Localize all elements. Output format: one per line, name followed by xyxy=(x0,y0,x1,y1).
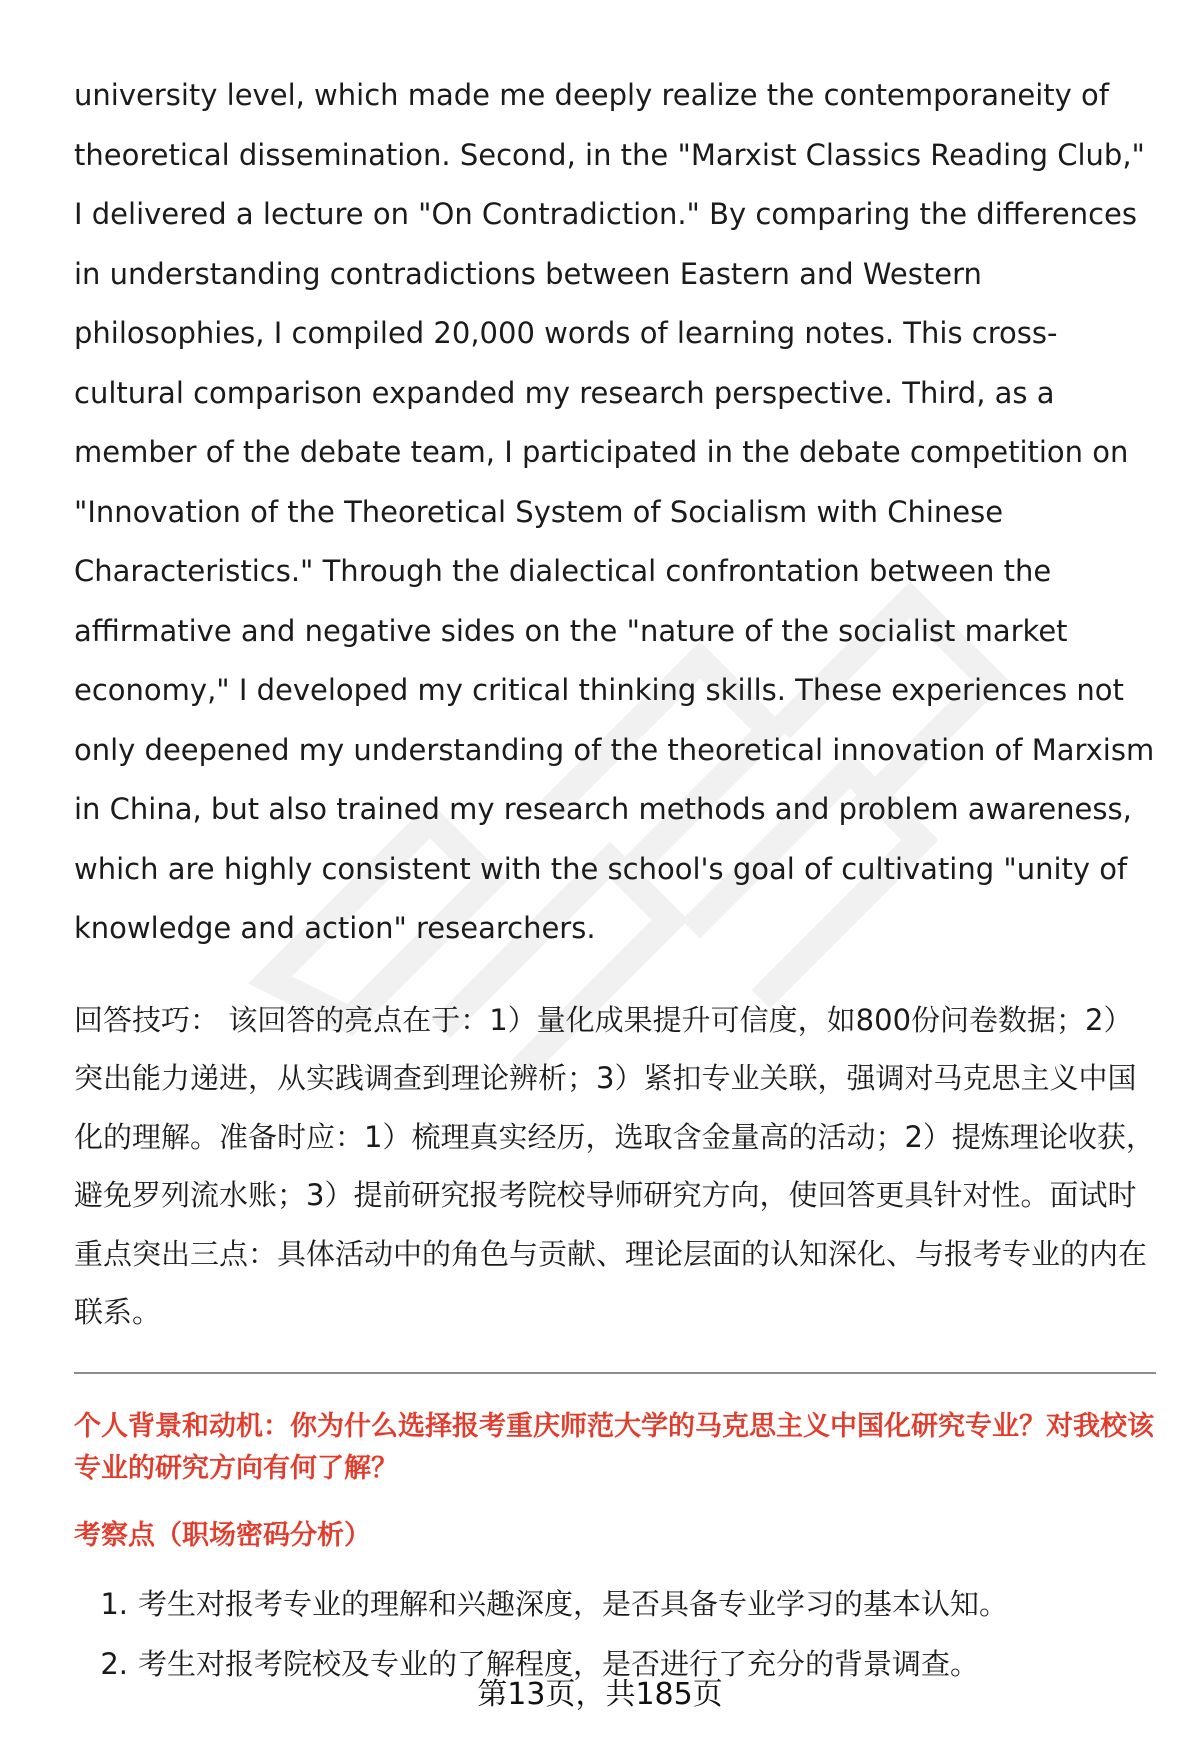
section-divider xyxy=(74,1372,1156,1374)
list-item-text: 考生对报考院校及专业的了解程度，是否进行了充分的背景调查。 xyxy=(138,1646,980,1681)
list-item-number: 2. xyxy=(100,1646,128,1681)
page-content xyxy=(74,66,1156,1694)
list-item-text: 考生对报考专业的理解和兴趣深度，是否具备专业学习的基本认知。 xyxy=(138,1586,1009,1621)
list-item-number: 1. xyxy=(100,1586,128,1621)
exam-points-title: 考察点（职场密码分析） xyxy=(74,1519,371,1551)
answer-tips-paragraph: 回答技巧： 该回答的亮点在于：1）量化成果提升可信度，如800份问卷数据；2）突出能力递进，从实践调查到理论辨析；3）紧扣专业关联，强调对马克思主义中国化的理解。准备时应：1）梳理真实经历，选取含金量高的活动；2）提炼理论收获，避免罗列流水账；3）提前研究报考院校导师研究方向，使回答更具针对性。面试时重点突出三点：具体活动中的角色与贡献、理论层面的认知深化、与报考专业的内在联系。 xyxy=(74,1002,1155,1329)
list-item xyxy=(74,1574,1156,1634)
question-heading: 个人背景和动机：你为什么选择报考重庆师范大学的马克思主义中国化研究专业？对我校该专业的研究方向有何了解？ xyxy=(74,1410,1154,1484)
page-number-footer: 第13页，共185页 xyxy=(477,1677,723,1712)
essay-paragraph: university level, which made me deeply realize the contemporaneity of theoretical dissemination. Second, in the "Marxist Classics Reading Club," I delivered a lecture on "On Contradiction." By comparing the differences in understanding contradictions between Eastern and Western philosophies, I compiled 20,000 words of learning notes. This cross-cultural comparison expanded my research perspective. Third, as a member of the debate team, I participated in the debate competition on "Innovation of the Theoretical System of Socialism with Chinese Characteristics." Through the dialectical confrontation between the affirmative and negative sides on the "nature of the socialist market economy," I developed my critical thinking skills. These experiences not only deepened my understanding of the theoretical innovation of Marxism in China, but also trained my research methods and problem awareness, which are highly consistent with the school's goal of cultivating "unity of knowledge and action" researchers. xyxy=(74,78,1155,945)
